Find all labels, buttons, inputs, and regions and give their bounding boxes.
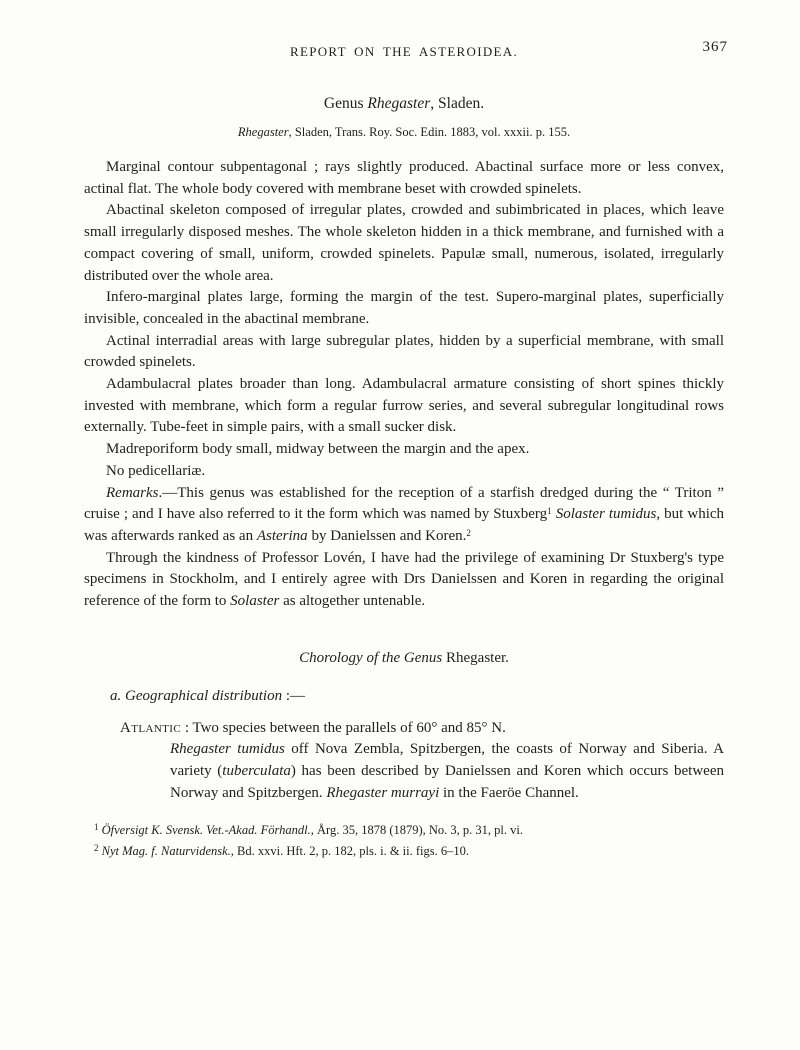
body-paragraph: Marginal contour subpentagonal ; rays slightly produced. Abactinal surface more or less convex, actinal flat. The whole body covered with membrane beset with crowded spinelets. (84, 159, 724, 197)
page-header-title: REPORT ON THE ASTEROIDEA. (289, 44, 519, 59)
body-paragraph: Through the kindness of Professor Lovén, I have had the privilege of examining Dr Stuxberg's type specimens in Stockholm, and I entirely agree with Drs Danielssen and Koren in regarding the original reference of the form to Solaster as altogether untenable. (84, 549, 724, 610)
body-paragraph: Madreporiform body small, midway between the margin and the apex. (106, 441, 530, 458)
atlantic-species-detail: Rhegaster tumidus off Nova Zembla, Spitzbergen, the coasts of Norway and Siberia. A variety (tuberculata) has been described by Danielssen and Koren which occurs between Norway and Spitzbergen. Rhegaster murrayi in the Faeröe Channel. (170, 741, 725, 801)
body-paragraph: Infero-marginal plates large, forming the margin of the test. Supero-marginal plates, superficially invisible, concealed in the abactinal membrane. (84, 289, 724, 327)
body-paragraph: Abactinal skeleton composed of irregular plates, crowded and subimbricated in places, which leave small irregularly disposed meshes. The whole skeleton hidden in a thick membrane, and furnished with a compact covering of small, uniform, crowded spinelets. Papulæ small, numerous, isolated, irregularly distributed over the whole area. (84, 202, 724, 284)
page-number: 367 (702, 39, 728, 55)
body-paragraph: Adambulacral plates broader than long. Adambulacral armature consisting of short spines thickly invested with membrane, which form a regular furrow series, and several subregular longitudinal rows externally. Tube-feet in simple pairs, with a small sucker disk. (84, 376, 724, 436)
atlantic-entry: Atlantic : Two species between the parallels of 60° and 85° N. (120, 719, 506, 736)
footnote: $^2$ Nyt Mag. f. Naturvidensk., Bd. xxvi. Hft. 2, p. 182, pls. i. & ii. figs. 6–10. (94, 843, 469, 859)
citation-line: Rhegaster, Sladen, Trans. Roy. Soc. Edin. 1883, vol. xxxii. p. 155. (237, 125, 571, 139)
geographical-distribution-heading: a. Geographical distribution :— (110, 687, 306, 704)
footnotes (84, 820, 724, 863)
body-paragraph-remarks: Remarks.—This genus was established for the reception of a starfish dredged during the “ Triton ” cruise ; and I have also referred to it the form which was named by Stuxberg$^1$ Solaster tumidus, but which was afterwards ranked as an Asterina by Danielssen and Koren.$^2$ (84, 484, 725, 544)
body-paragraph: Actinal interradial areas with large subregular plates, hidden by a superficial membrane, with small crowded spinelets. (84, 332, 724, 371)
footnote: $^1$ Öfversigt K. Svensk. Vet.-Akad. Förhandl., Årg. 35, 1878 (1879), No. 3, p. 31, pl. vi. (94, 821, 523, 837)
running-head (84, 39, 728, 60)
body-paragraph: No pedicellariæ. (106, 462, 206, 479)
chorology-section-heading: Chorology of the Genus Rhegaster. (299, 649, 509, 666)
genus-heading: Genus Rhegaster, Sladen. (323, 95, 485, 112)
body-text (84, 157, 724, 613)
